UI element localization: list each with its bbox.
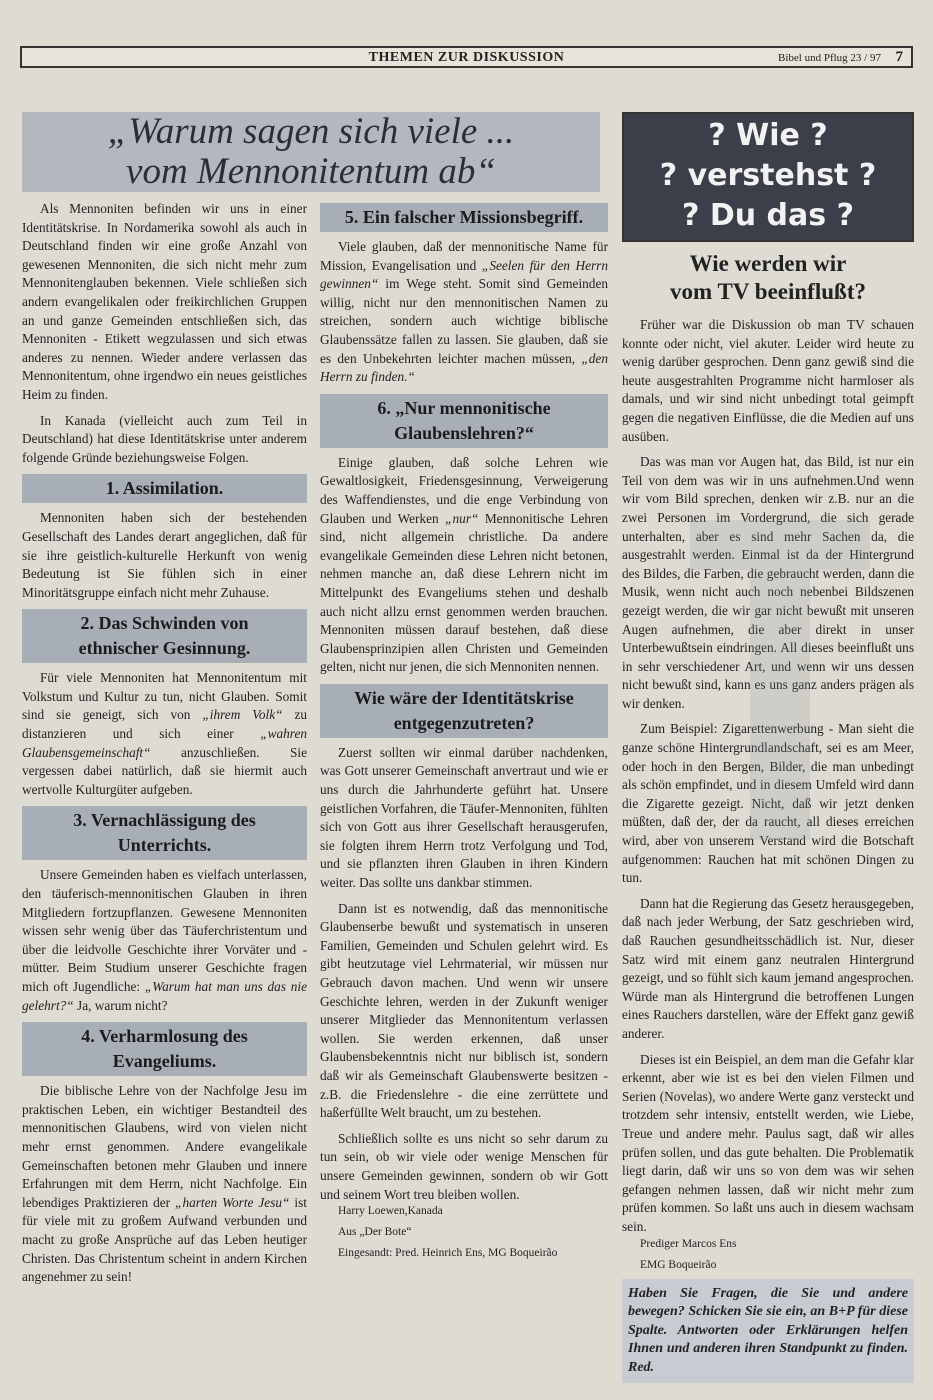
intro-paragraph: Als Mennoniten befinden wir uns in einer Identitätskrise. In Nordamerika sowohl als auch in Deutschland finden wir eine große Anzahl von gewesenen Mennoniten, die sich nicht mehr zum Mennonitenglauben bekennen. Viele schließen sich andern evangelikalen oder freikirchlichen Gruppen an und ganze Gemeinden entschließen sich, das Mennoniten - Etikett wegzulassen und sich etwas anderes zu nennen. Wieder andere verlassen das Mennonitentum, ohne irgendwo ein neues geistliches Heim zu finden. (22, 201, 307, 402)
editorial-note: Haben Sie Fragen, die Sie und andere bewegen? Schicken Sie sie ein, an B+P für diese Spalte. Antworten oder Erklärungen helfen Ihnen und anderen ihren Standpunkt zu finden. Red. (622, 1279, 914, 1384)
text-span: Viele glauben, daß der mennonitische Name für Mission, Evangelisation und (320, 239, 608, 273)
text-span: Mennonitische Lehren sind, nicht allgemein christliche. Da andere evangelikale Gemeinden diese Lehren nicht betonen, nehmen manche an, daß diese Lehrern nicht im Mittelpunkt des Evangeliums stehen und deshalb auch nicht allzu ernst genommen werden brauchen. Mennoniten müssen darauf bestehen, daß diese Glaubensprinzipien allen Christen und Gemeinden gelten, nicht nur jenen, die sich Mennoniten nennen. (320, 510, 608, 675)
text-span: zu distanzieren und sich einer (22, 707, 307, 742)
banner-line: ? Wie ? (708, 118, 828, 153)
heading-line: 2. Das Schwinden von (80, 613, 249, 634)
emphasis: „Seelen für den Herrn gewinnen“ (320, 257, 608, 292)
issue-label: Bibel und Pflug 23 / 97 (778, 52, 881, 64)
section-text-ethnic (22, 669, 307, 799)
section-heading-gospel (22, 1022, 307, 1076)
section-heading-teaching (22, 806, 307, 860)
section-text-assimilation: Mennoniten haben sich der bestehenden Gesellschaft des Landes derart angeglichen, daß für sie ihre geistlich-kulturelle Herkunft von wenig Bedeutung ist Sie fühlen sich in einer Minoritätsgruppe einfach nicht mehr Zuhause. (22, 510, 307, 600)
section-text-mission (320, 238, 608, 387)
text-span: Für viele Mennoniten hat Mennonitentum mit Volkstum und Kultur zu tun, nicht Glauben. Somit sind sie geneigt, sich von (22, 670, 307, 723)
section-text-countering: Dann ist es notwendig, daß das mennonitische Glaubenserbe bewußt und systematisch in unseren Familien, Gemeinden und Schulen gelehrt wird. Es gibt heutzutage viel Lehrmaterial, wir müssen nur Gebrauch davon machen. Und wenn wir unsere Geschichte lehren, werden in der Zukunft weniger unserer Mitglieder das Mennonitentum verlassen wollen. Sie werden erkennen, daß unser Glaubensbekenntnis nicht nur biblisch ist, sondern daß wir als Gemeinschaft Glaubenswerte besitzen - z.B. die Friedenslehre - die eine zerrüttete und haßerfüllte Welt braucht, um zu bestehen. (320, 900, 608, 1121)
heading-line: Evangeliums. (112, 1051, 217, 1072)
tv-author-signature: Prediger Marcos Ens (640, 1237, 737, 1250)
main-title-line2: vom Mennonitentum ab“ (126, 151, 496, 192)
text-span: Einige glauben, daß solche Lehren wie Gewaltlosigkeit, Friedensgesinnung, Verweigerung des Waffendienstes, und die enge Verbindung von Glauben und Werken (320, 454, 608, 526)
article-column-2 (320, 203, 608, 1267)
tv-paragraph: Zum Beispiel: Zigarettenwerbung - Man sieht die ganze schöne Hintergrundlandschaft, sei es am Meer, oder hoch in den Bergen, Bilder, die man unbedingt als schön empfindet, und in diesem Umfeld wird dann die Zigarette gezeigt. Nicht, daß wir jetzt denken müßten, daß der, der da raucht, all dieses erreichen wird, aber von unserem Verstand wird die Botschaft aufgenommen: Rauchen hat mit schönen Dingen zu tun. (622, 721, 914, 886)
heading-line: 3. Vernachlässigung des (73, 810, 256, 831)
emphasis: „nur“ (445, 510, 479, 526)
section-heading-mission: 5. Ein falscher Missionsbegriff. (320, 203, 608, 232)
section-text-doctrines (320, 454, 608, 677)
question-banner (622, 112, 914, 242)
text-span: Ja, warum nicht? (73, 997, 168, 1013)
tv-paragraph: Das was man vor Augen hat, das Bild, ist nur ein Teil von dem was wir in uns aufnehmen.Und wenn wir vom Bild sprechen, denken wir z.B. nur an die zwei Personen im Vordergrund, die sich gerade unterhalten, aber es sind mehr Sachen da, die ausgestrahlt werden. Einmal ist da der Hintergrund des Bildes, die Farben, die gebraucht werden, dann die Musik, wenn nicht auch noch nebenbei Bildszenen gezeigt werden, die wir gar nicht bewußt mit unseren Augen aufnehmen, die aber direkt in unser Unterbewußtsein eindringen. All dieses beeinflußt uns in sehr verschiedener Art, und wenn wir uns dessen nicht bewußt sind, kann es uns ganz anders prägen als wir denken. (622, 454, 914, 711)
tv-paragraph: Früher war die Diskussion ob man TV schauen konnte oder nicht, viel akuter. Leider wird heute zu wenig darüber gesprochen. Denn ganz gewiß sind die heute ausgestrahlten Programme nicht harmloser als damals, und wir sind nicht unbedingt total geimpft gegen die negativen Einflüsse, die die Medien auf uns ausüben. (622, 317, 914, 444)
section-text-teaching (22, 866, 307, 1015)
tv-paragraph: Dann hat die Regierung das Gesetz herausgegeben, daß nach jeder Werbung, der Satz geschrieben wird, daß Rauchen gesundheitsschädlich ist. Nur, dieser Satz wird mit einem ganz neutralen Hintergrund gezeigt, und so fühlt sich kaum jemand angesprochen. Würde man als Hintergrund die betroffenen Lungen eines Rauchers darstellen, wäre der Effekt ganz gewiß anderer. (622, 895, 914, 1041)
title-line: vom TV beeinflußt? (670, 279, 866, 304)
section-text-gospel (22, 1082, 307, 1287)
section-text-countering: Schließlich sollte es uns nicht so sehr darum zu tun sein, ob wir viele oder wenige Menschen für unsere Gemeinden gewinnen, sondern ob wir Gott und seinem Wort treu bleiben wollen. (320, 1130, 608, 1202)
heading-line: ethnischer Gesinnung. (78, 638, 251, 659)
section-heading-ethnic (22, 609, 307, 663)
section-text-countering: Zuerst sollten wir einmal darüber nachdenken, was Gott unserer Gemeinschaft anvertraut und wie er uns durch die Jahrhunderte geführt hat. Unsere geistlichen Vorfahren, die Täufer-Mennoniten, fühlten sich von Gott aus ihrer Gesellschaft herausgerufen, sie folgten ihrem Herrn trotz Verfolgung und Tod, und sie pflanzten ihren Glauben in ihren Kindern weiter. Das sollte uns dankbar stimmen. (320, 744, 608, 891)
banner-line: ? Du das ? (682, 198, 854, 233)
emphasis: „harten Worte Jesu“ (175, 1194, 290, 1210)
heading-line: entgegenzutreten? (393, 712, 535, 733)
main-title-line1: „Warum sagen sich viele ... (107, 111, 515, 152)
text-span: Die biblische Lehre von der Nachfolge Jesu im praktischen Leben, ein wichtiger Bestandteil des mennonitischen Glaubens, wird von vielen nicht mehr ernst genommen. Andere evangelikale Gemeinschaften betonen mehr Glauben und innere Erfahrungen mit dem Herrn, nicht Nachfolge. Ein lebendiges Praktizieren der (22, 1083, 307, 1210)
author-signature: Harry Loewen,Kanada (338, 1205, 443, 1218)
emphasis: „Warum hat man uns das nie gelehrt?“ (22, 979, 307, 1013)
tv-article-title (622, 250, 914, 306)
title-line: Wie werden wir (689, 251, 847, 276)
article-column-1 (22, 200, 307, 1294)
emphasis: „wahren Glaubensgemeinschaft“ (22, 726, 307, 760)
tv-author-place: EMG Boqueirão (640, 1258, 717, 1271)
heading-line: Wie wäre der Identitätskrise (354, 687, 574, 708)
heading-line: 4. Verharmlosung des (81, 1026, 248, 1047)
tv-column (622, 112, 914, 1383)
intro-paragraph: In Kanada (vielleicht auch zum Teil in Deutschland) hat diese Identitätskrise unter anderem folgende Gründe beziehungsweise Folgen. (22, 412, 307, 465)
text-span: Unsere Gemeinden haben es vielfach unterlassen, den täuferisch-mennonitischen Glauben in ihren Mitgliedern fortzupflanzen. Gewesene Mennoniten wissen sehr wenig über das Täuferchristentum und über die leidvolle Geschichte ihrer Vorväter und -mütter. Beim Studium unserer Geschichte fragen mich oft Jugendliche: (22, 867, 307, 994)
section-heading-doctrines (320, 394, 608, 448)
emphasis: „den Herrn zu finden.“ (320, 350, 608, 385)
section-title: THEMEN ZUR DISKUSSION (368, 50, 565, 65)
emphasis: „ihrem Volk“ (202, 707, 283, 723)
submitted-by: Eingesandt: Pred. Heinrich Ens, MG Boqueirão (338, 1247, 558, 1260)
text-span: ist für viele mit zu großem Aufwand verbunden und macht zu große Ansprüche auf das Leben heutiger Christen. Das Christentum scheint in andern Kirchen angenehmer zu sein! (22, 1194, 307, 1285)
main-title (22, 112, 600, 192)
section-heading-assimilation: 1. Assimilation. (22, 474, 307, 503)
text-span: im Wege steht. Somit sind Gemeinden willig, nicht nur den mennonitischen Namen zu streichen, sondern auch wichtige biblische Glaubenssätze fallen zu lassen. Sie glauben, daß sie es den Unbekehrten leichter machen müssen, (320, 276, 608, 366)
banner-line: ? verstehst ? (659, 158, 877, 193)
page-number: 7 (895, 49, 903, 65)
heading-line: 6. „Nur mennonitische (377, 397, 551, 418)
text-span: anzuschließen. Sie vergessen dabei natürlich, daß sie hiermit auch wertvolle Kulturgüter aufgeben. (22, 744, 307, 797)
heading-line: Glaubenslehren?“ (394, 422, 534, 443)
page-header (20, 46, 913, 68)
section-heading-countering (320, 684, 608, 738)
heading-line: Unterrichts. (117, 835, 212, 856)
source-signature: Aus „Der Bote“ (338, 1226, 412, 1239)
tv-paragraph: Dieses ist ein Beispiel, an dem man die Gefahr klar erkennt, aber wie ist es bei den vielen Filmen und Serien (Novelas), wo andere Werte ganz versteckt und trotzdem sehr intensiv, entstellt werden, wie Liebe, Treue und andere mehr. Paulus sagt, daß wir alles prüfen sollen, und das gute behalten. Die Problematik liegt darin, daß wir uns so von dem was wir sehen gefangen nehmen lassen, daß wir nicht mehr zum prüfen kommen. So laßt uns auch in diesem wachsam sein. (622, 1051, 914, 1234)
